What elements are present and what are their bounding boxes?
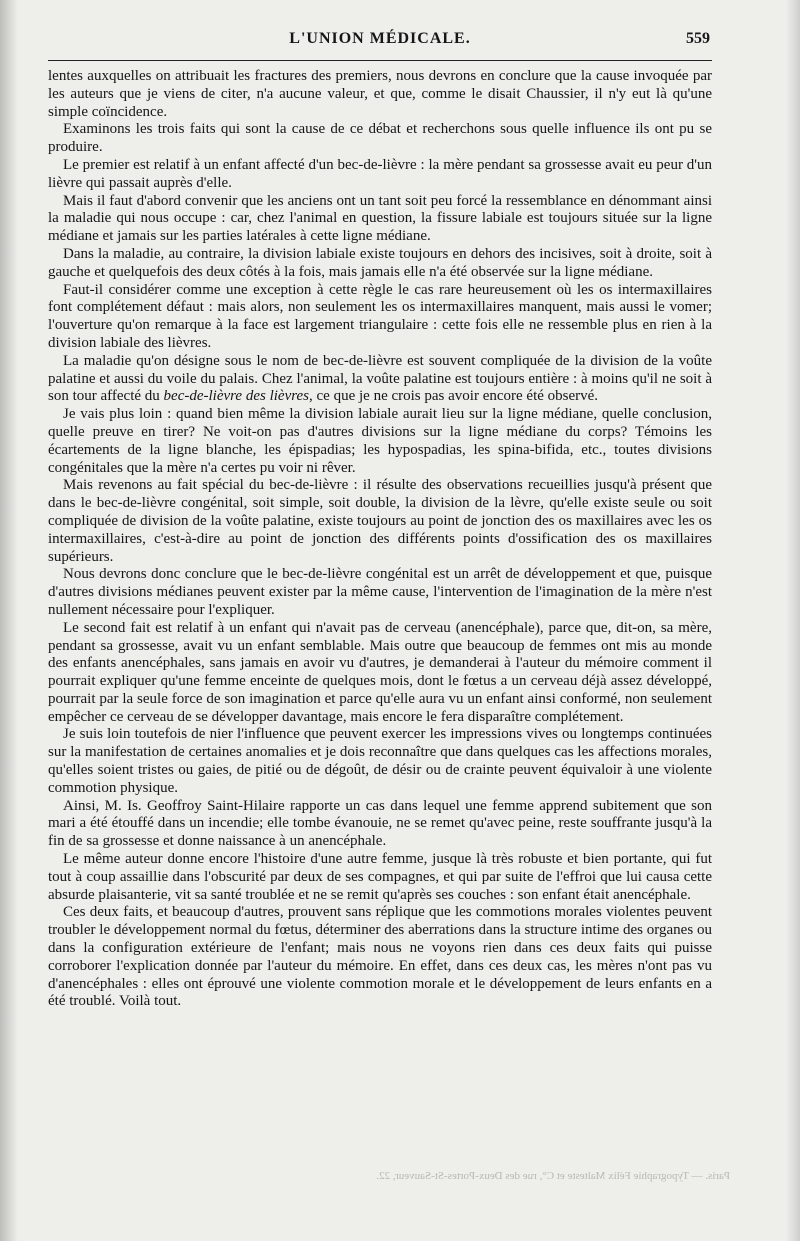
body-text xyxy=(48,68,712,1011)
paragraph-7-text-b: , ce que je ne crois pas avoir encore été observé. xyxy=(309,388,599,405)
show-through-imprint: Paris. — Typographie Félix Malteste et C°, rue des Deux-Portes-St-Sauveur, 22. xyxy=(376,1170,730,1182)
page-header xyxy=(48,28,712,58)
paragraph-4: Mais il faut d'abord convenir que les anciens ont un tant soit peu forcé la ressemblance en dénommant ainsi la maladie qui nous occupe : car, chez l'animal en question, la fissure labiale est toujours située sur la ligne médiane et jamais sur les parties latérales à cette ligne médiane. xyxy=(48,192,712,245)
paragraph-7-text-a: La maladie qu'on désigne sous le nom de bec-de-lièvre est souvent compliquée de la division de la voûte palatine et aussi du voile du palais. Chez l'animal, la voûte palatine est toujours entière : à moins qu'il ne soit à son tour affecté du xyxy=(48,352,712,405)
paragraph-1: lentes auxquelles on attribuait les fractures des premiers, nous devrons en conclure que la cause invoquée par les auteurs que je viens de citer, n'a aucune valeur, et que, comme le disait Chaussier, il n'y eut là qu'une simple coïncidence. xyxy=(48,68,712,120)
paragraph-7 xyxy=(48,353,712,406)
italic-phrase: bec-de-lièvre des lièvres xyxy=(163,388,310,405)
paragraph-14: Le même auteur donne encore l'histoire d'une autre femme, jusque là très robuste et bien portante, qui fut tout à coup assaillie dans l'obscurité par deux de ses compagnes, et qui par suite de l'effroi que lui causa cette absurde plaisanterie, vit sa santé troublée et ne se remit qu'après ses couches : son enfant était anencéphale. xyxy=(48,851,712,903)
paragraph-9: Mais revenons au fait spécial du bec-de-lièvre : il résulte des observations recueillies jusqu'à présent que dans le bec-de-lièvre congénital, soit simple, soit double, la division de la lèvre, qu'elle existe seule ou soit compliquée de division de la voûte palatine, existe toujours au point de jonction des os maxillaires avec les os intermaxillaires, c'est-à-dire au point de jonction des différents points d'ossification des os maxillaires supérieurs. xyxy=(48,477,712,565)
paragraph-15: Ces deux faits, et beaucoup d'autres, prouvent sans réplique que les commotions morales violentes peuvent troubler le développement normal du fœtus, déterminer des aberrations dans la structure intime des organes ou dans la configuration extérieure de l'enfant; mais nous ne voyons rien dans ces deux faits qui puisse corroborer l'explication donnée par l'auteur du mémoire. En effet, dans ces deux cas, les mères n'ont pas vu d'anencéphales : elles ont éprouvé une violente commotion morale et le développement de leurs enfants en a été troublé. Voilà tout. xyxy=(48,904,712,1010)
paragraph-10: Nous devrons donc conclure que le bec-de-lièvre congénital est un arrêt de développement et que, puisque d'autres divisions médianes peuvent exister par la même cause, l'intervention de l'imagination de la mère n'est nullement nécessaire pour l'expliquer. xyxy=(48,566,712,618)
paragraph-13: Ainsi, M. Is. Geoffroy Saint-Hilaire rapporte un cas dans lequel une femme apprend subitement que son mari a été étouffé dans un incendie; elle tombe évanouie, ne se remet qu'avec peine, reste souffrante jusqu'à la fin de sa grossesse et donne naissance à un anencéphale. xyxy=(48,797,712,850)
running-head: L'UNION MÉDICALE. xyxy=(289,30,471,47)
header-rule xyxy=(48,60,712,61)
paragraph-5: Dans la maladie, au contraire, la division labiale existe toujours en dehors des incisives, soit à droite, soit à gauche et quelquefois des deux côtés à la fois, mais jamais elle n'a été observée sur la ligne médiane. xyxy=(48,245,712,280)
paragraph-2: Examinons les trois faits qui sont la cause de ce débat et recherchons sous quelle influence ils ont pu se produire. xyxy=(48,121,712,156)
paragraph-6: Faut-il considérer comme une exception à cette règle le cas rare heureusement où les os intermaxillaires font complétement défaut : mais alors, non seulement les os intermaxillaires manquent, mais aussi le vomer; l'ouverture qu'on remarque à la face est largement triangulaire : cette fois elle ne ressemble plus en rien à la division labiale des lièvres. xyxy=(48,281,712,351)
paragraph-3: Le premier est relatif à un enfant affecté d'un bec-de-lièvre : la mère pendant sa grossesse avait eu peur d'un lièvre qui passait auprès d'elle. xyxy=(48,156,712,191)
paragraph-8: Je vais plus loin : quand bien même la division labiale aurait lieu sur la ligne médiane, quelle conclusion, quelle preuve en tirer? Ne voit-on pas d'autres divisions sur la ligne médiane du corps? Témoins les écartements de la ligne blanche, les épispadias; les hypospadias, les spina-bifida, etc., toutes divisions congénitales que la mère n'a certes pu voir ni rêver. xyxy=(48,406,712,476)
paragraph-11: Le second fait est relatif à un enfant qui n'avait pas de cerveau (anencéphale), parce que, dit-on, sa mère, pendant sa grossesse, avait vu un enfant semblable. Mais outre que beaucoup de femmes ont mis au monde des enfants anencéphales, sans jamais en avoir vu d'autres, je demanderai à l'auteur du mémoire comment il pourrait expliquer qu'une femme enceinte de quelques mois, dont le fœtus a un cerveau déjà assez développé, pourrait par la seule force de son imagination et parce qu'elle aura vu un enfant ainsi conformé, non seulement empêcher ce cerveau de se développer davantage, mais encore le fera disparaître complétement. xyxy=(48,619,712,725)
paragraph-12: Je suis loin toutefois de nier l'influence que peuvent exercer les impressions vives ou longtemps continuées sur la manifestation de certaines anomalies et je dois reconnaître que dans quelques cas les affections morales, qu'elles soient tristes ou gaies, de pitié ou de dégoût, de désir ou de crainte peuvent équivaloir à une violente commotion physique. xyxy=(48,726,712,796)
page-number: 559 xyxy=(686,30,710,47)
